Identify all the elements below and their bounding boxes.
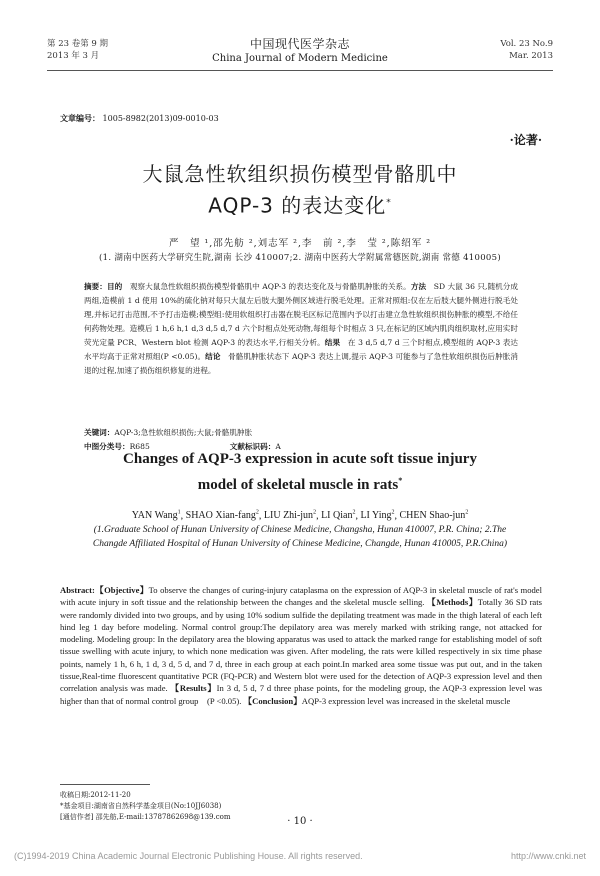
doc-code-label: 文献标识码： (229, 442, 276, 451)
author-en-name: SHAO Xian-fang (185, 510, 256, 522)
keywords-cn-value: AQP-3;急性软组织损伤;大鼠;骨骼肌肿胀 (114, 428, 253, 437)
abstract-cn-conclusion-label: 结论 (205, 352, 221, 361)
title-cn-line2 (60, 189, 540, 221)
author-en-name: LI Ying (360, 510, 392, 522)
title-cn-line2-text: AQP-3 的表达变化 (208, 193, 387, 218)
authors-en: YAN Wang$^1$, SHAO Xian-fang$^2$, LIU Zhi-jun$^2$, LI Qian$^2$, LI Ying$^2$, CHEN Shao-jun$^2$ (131, 510, 469, 522)
author-en-name: CHEN Shao-jun (399, 510, 466, 522)
title-en-line2 (60, 470, 540, 496)
author-en (264, 510, 316, 521)
title-en-line2-text: model of skeletal muscle in rats (197, 477, 399, 493)
author-en-aff: 2 (352, 510, 356, 516)
author-en (399, 510, 468, 521)
title-cn-line1: 大鼠急性软组织损伤模型骨骼肌中 (142, 162, 458, 186)
abstract-cn-methods-label: 方法 (410, 282, 427, 291)
abstract-en-label: Abstract: (60, 585, 95, 595)
page-number: · 10 · (287, 816, 313, 827)
clc-label: 中图分类号： (84, 442, 130, 451)
title-en-line1: Changes of AQP-3 expression in acute soft tissue injury (123, 451, 477, 467)
affiliation-cn: (1. 湖南中医药大学研究生院,湖南 长沙 410007;2. 湖南中医药大学附属常德医院,湖南 常德 410005) (99, 253, 501, 263)
footnote-divider (60, 784, 150, 785)
title-en (60, 448, 540, 496)
title-cn (60, 160, 540, 221)
authors-cn: 严 望 ¹,邵先舫 ²,刘志军 ²,李 前 ²,李 莹 ²,陈绍军 ² (168, 238, 432, 249)
abstract-cn-results: 在 3 d,5 d,7 d 三个时相点,模型组的 AQP-3 表达水平均高于正常对照组(P <0.05)。 (84, 338, 519, 361)
header-divider (47, 70, 553, 71)
footnote-fund: *基金项目:湖南省自然科学基金项目(No:10JJ6038) (60, 802, 222, 810)
abstract-en-results-label: 【Results】 (170, 683, 217, 694)
author-en-aff: 2 (255, 510, 259, 516)
author-en-aff: 1 (177, 510, 181, 516)
keywords-cn (84, 427, 518, 438)
author-en-aff: 2 (313, 510, 317, 516)
copyright-text: (C)1994-2019 China Academic Journal Electronic Publishing House. All rights reserved. (14, 851, 363, 861)
abstract-en-results: In 3 d, 5 d, 7 d three phase points, for the modeling group, the AQP-3 expression level was higher than that of normal control group (P <0.05). (60, 683, 542, 706)
abstract-cn-methods: SD 大鼠 36 只,随机分成两组,造模前 1 d 使用 10%的硫化钠对每只大鼠左后肢大腿外侧区域进行脱毛处理。正常对照组:仅在左后肢大腿外侧进行脱毛处理,并标记打击范围,不予打击造模;模型组:使用软组织打击器在脱毛区标记范围内予以打击建立急性软组织损伤肿胀的模型,不给任何药物处理。造模后 1 h,6 h,1 d,3 d,5 d,7 d 六个时相点处死动物,每组每个时相点 3 只,在标记的区域内肌肉组织取材,应用实时荧光定量 PCR、Western blot 检测 AQP-3 的表达水平,行相关分析。 (84, 282, 519, 347)
affiliation-en: (1.Graduate School of Hunan University of Chinese Medicine, Changsha, Hunan 410007, P.R. China; 2.The Changde Affiliated Hospital of Hunan University of Chinese Medicine, Changde, Hunan 410005, P.R.China) (92, 525, 508, 549)
abstract-cn-objective: 观察大鼠急性软组织损伤模型骨骼肌中 AQP-3 的表达变化及与骨骼肌肿胀的关系。 (122, 282, 411, 291)
abstract-cn-label: 摘要： (84, 282, 107, 291)
title-cn-fund-mark: * (386, 198, 392, 208)
abstract-en-methods: Totally 36 SD rats were randomly divided into two groups, and by using 10% sodium sulfide the depilating treatment was made in the thigh lateral of each left hind leg 1 day before modeling. Normal control group:The depilatory area was merely marked with striking range, not attacked for modeling. Modeling group: In the depilatory area the blowing apparatus was used to attack the marked range for establishing model of soft tissue swelling with acute injury, to which none medication was given. After modeling, the rats were killed respectively in six time phase points, namely 1 h, 6 h, 1 d, 3 d, 5 d, and 7 d, three in each group at each point.In marked area some tissue was put out, and in the taken tissue,Real-time fluorescent quantitative PCR (FQ-PCR) and Western blot were used for the detection of AQP-3 expression level and then correlation analysis was made. (60, 597, 542, 694)
author-en-name: LIU Zhi-jun (263, 510, 314, 522)
header-volume-issue: 第 23 卷第 9 期 (47, 39, 109, 49)
abstract-cn-objective-label: 目的 (106, 282, 123, 291)
abstract-cn (84, 280, 518, 378)
journal-name-cn: 中国现代医学杂志 (249, 37, 350, 51)
footnote-corresponding: [通信作者] 邵先舫,E-mail:13787862698@139.com (60, 813, 231, 821)
article-number (60, 113, 219, 124)
copyright-url[interactable]: http://www.cnki.net (510, 851, 586, 861)
header-journal-name (200, 35, 400, 64)
abstract-cn-conclusion: 骨骼肌肿胀状态下 AQP-3 表达上调,提示 AQP-3 可能参与了急性软组织损伤后肿胀消退的过程,加速了损伤组织修复的进程。 (84, 352, 518, 375)
header-date-en: Mar. 2013 (509, 51, 553, 61)
header-volume-info-en (500, 38, 553, 62)
author-en (360, 510, 394, 521)
author-en-aff: 2 (391, 510, 395, 516)
keywords-cn-label: 关键词： (84, 428, 115, 437)
author-en (186, 510, 259, 521)
abstract-cn-results-label: 结果 (324, 338, 341, 347)
author-en-aff: 2 (465, 510, 469, 516)
header-volume-en: Vol. 23 No.9 (500, 39, 553, 49)
section-label: ·论著· (509, 133, 542, 147)
title-en-fund-mark: * (398, 476, 403, 485)
article-number-value: 1005-8982(2013)09-0010-03 (102, 114, 219, 123)
doc-code-value: A (275, 442, 281, 451)
author-en-name: YAN Wang (131, 510, 178, 522)
author-en (321, 510, 355, 521)
header-volume-info (47, 38, 108, 62)
author-en (132, 510, 181, 521)
abstract-en (60, 584, 542, 707)
copyright-bar (14, 851, 586, 861)
abstract-en-objective-label: 【Objective】 (94, 585, 149, 595)
author-en-name: LI Qian (321, 510, 353, 522)
abstract-en-objective: To observe the changes of curing-injury cataplasma on the expression of AQP-3 in skeletal muscle of rat's model with acute injury in soft tissue and the relationship between the changes and the skeletal muscle selling. (60, 585, 542, 608)
abstract-en-conclusion-label: 【Conclusion】 (243, 695, 302, 706)
abstract-en-conclusion: AQP-3 expression level was increased in the skeletal muscle (301, 695, 511, 706)
article-number-label: 文章编号： (60, 113, 100, 123)
header-date-cn: 2013 年 3 月 (47, 51, 100, 61)
footnote-received: 收稿日期:2012-11-20 (60, 791, 131, 799)
abstract-en-methods-label: 【Methods】 (427, 597, 478, 608)
journal-name-en: China Journal of Modern Medicine (212, 53, 388, 64)
clc-value: R685 (129, 442, 150, 451)
